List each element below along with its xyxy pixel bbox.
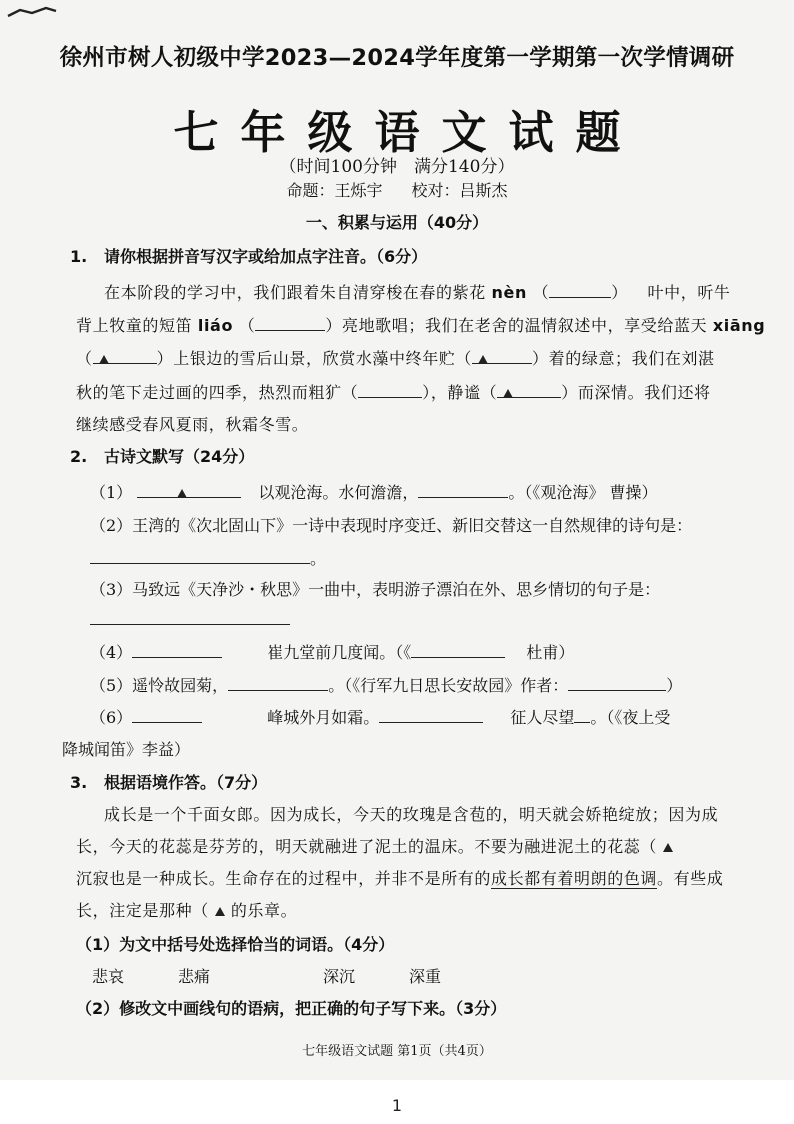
question-1-heading	[70, 244, 427, 267]
text: 长，今天的花蕊是芬芳的，明天就融进了泥土的温床。不要为融进泥土的花蕊（	[76, 837, 658, 856]
text: 以观沧海。水何澹澹，	[258, 483, 419, 502]
text: 的乐章。	[230, 901, 298, 920]
question-number: 1.	[70, 247, 88, 266]
page-footer: 七年级语文试题 第1页（共4页）	[302, 1044, 492, 1059]
text: 峰城外月如霜。	[267, 708, 380, 727]
answer-blank[interactable]: （ ）	[455, 349, 549, 368]
q2-item-4	[90, 640, 574, 663]
checker-label: 校对：吕斯杰	[411, 181, 508, 200]
triangle-icon	[663, 843, 673, 852]
q3-sub-1: （1）为文中括号处选择恰当的词语。（4分）	[76, 935, 395, 954]
q3-para-line-4	[76, 898, 297, 921]
answer-blank[interactable]: （ ）	[76, 349, 174, 368]
q3-para-line-3	[76, 866, 723, 889]
text: 秋的笔下走过画的四季，热烈而粗犷	[76, 383, 342, 402]
answer-blank[interactable]	[568, 676, 666, 691]
text: 沉寂也是一种成长。生命存在的过程中，并非不是所有的	[76, 869, 492, 888]
text: 背上牧童的短笛	[76, 316, 193, 335]
text: 。有些成	[657, 869, 724, 888]
word-option[interactable]: 深沉	[323, 967, 356, 986]
triangle-icon	[215, 907, 225, 916]
text: 亮地歌唱；我们在老舍的温情叙述中，享受给蓝天	[341, 316, 708, 335]
q2-item-3-answer[interactable]	[90, 610, 290, 629]
question-2-heading	[70, 444, 254, 467]
answer-blank[interactable]	[90, 549, 310, 564]
word-option[interactable]: 悲哀	[92, 967, 125, 986]
q2-item-2: （2）王湾的《次北固山下》一诗中表现时序变迁、新旧交替这一自然规律的诗句是：	[90, 516, 693, 535]
text: （5）遥怜故园菊，	[90, 676, 229, 695]
text: 杜甫）	[526, 643, 575, 662]
question-number: 2.	[70, 447, 88, 466]
answer-blank[interactable]	[90, 610, 290, 625]
q1-line-2	[76, 313, 765, 336]
answer-blank[interactable]	[379, 708, 483, 723]
question-prompt: 请你根据拼音写汉字或给加点字注音。（6分）	[104, 247, 428, 266]
q2-item-6	[90, 705, 670, 728]
answer-blank[interactable]	[411, 643, 505, 658]
text: 上银边的雪后山景，欣赏水藻中终年贮	[173, 349, 456, 368]
q2-item-5	[90, 673, 682, 696]
q1-line-1	[104, 280, 731, 303]
q2-item-3: （3）马致远《天净沙・秋思》一曲中，表明游子漂泊在外、思乡情切的句子是：	[90, 580, 661, 599]
word-option[interactable]: 悲痛	[178, 967, 211, 986]
text: 。（《夜上受	[590, 708, 671, 727]
text: 着的绿意；我们在刘湛	[548, 349, 715, 368]
page-number: 1	[391, 1096, 403, 1115]
q1-line-4	[76, 380, 711, 403]
triangle-icon	[99, 355, 109, 364]
answer-blank[interactable]: （ ）	[238, 316, 342, 335]
text: 在本阶段的学习中，我们跟着朱自清穿梭在春的紫花	[104, 283, 486, 302]
item-number: （4）	[90, 643, 133, 662]
question-prompt: 根据语境作答。（7分）	[104, 773, 268, 792]
answer-blank[interactable]	[132, 708, 202, 723]
word-choices	[92, 964, 441, 987]
q3-sub-2: （2）修改文中画线句的语病，把正确的句子写下来。（3分）	[76, 999, 507, 1018]
text: 征人尽望	[510, 708, 575, 727]
underlined-sentence: 成长都有着明朗的色调	[491, 869, 658, 888]
text: ，静谧	[430, 383, 481, 402]
q3-para-line-1: 成长是一个千面女郎。因为成长，今天的玫瑰是含苞的，明天就会娇艳绽放；因为成	[104, 805, 719, 824]
corner-scribble-icon	[6, 4, 58, 20]
answer-blank[interactable]: （ ）	[480, 383, 578, 402]
subject-title: 七年级语文试题	[173, 106, 643, 159]
question-prompt: 古诗文默写（24分）	[104, 447, 255, 466]
answer-blank[interactable]	[228, 676, 328, 691]
q1-line-5: 继续感受春风夏雨，秋霜冬雪。	[76, 415, 309, 434]
q3-para-line-2	[76, 834, 679, 857]
pinyin: xiāng	[712, 316, 766, 335]
answer-blank[interactable]	[574, 708, 590, 723]
q1-line-3	[76, 346, 715, 369]
triangle-icon	[503, 389, 513, 398]
q2-item-6-cont: 降城闻笛》李益）	[62, 740, 191, 759]
triangle-icon	[177, 489, 187, 498]
text: 而深情。我们还将	[577, 383, 711, 402]
school-title: 徐州市树人初级中学2023—2024学年度第一学期第一次学情调研	[59, 45, 735, 71]
text: 。（《行军九日思长安故园》作者：	[328, 676, 569, 695]
time-limit: （时间100分钟 满分140分）	[279, 157, 515, 177]
text: 崔九堂前几度闻。（《	[267, 643, 412, 662]
word-option[interactable]: 深重	[409, 967, 442, 986]
q2-item-2-answer[interactable]: 。	[90, 546, 326, 569]
pinyin: liáo	[197, 316, 234, 335]
text: 长，注定是那种（	[76, 901, 209, 920]
text: 。（《观沧海》 曹操）	[508, 483, 658, 502]
q2-item-1	[90, 480, 657, 503]
credits	[0, 178, 794, 201]
answer-blank[interactable]	[418, 483, 508, 498]
answer-blank[interactable]: （ ）	[532, 283, 628, 302]
answer-blank[interactable]	[137, 483, 241, 498]
answer-blank[interactable]: （ ）	[341, 383, 431, 402]
pinyin: nèn	[491, 283, 527, 302]
triangle-icon	[478, 355, 488, 364]
answer-blank[interactable]	[132, 643, 222, 658]
section-title: 一、积累与运用（40分）	[305, 213, 489, 232]
setter-label: 命题：王烁宇	[286, 181, 383, 200]
question-3-heading	[70, 770, 267, 793]
question-number: 3.	[70, 773, 88, 792]
text: ）	[666, 676, 683, 695]
text: 叶中，听牛	[647, 283, 731, 302]
item-number: （6）	[90, 708, 133, 727]
item-number: （1）	[90, 483, 133, 502]
